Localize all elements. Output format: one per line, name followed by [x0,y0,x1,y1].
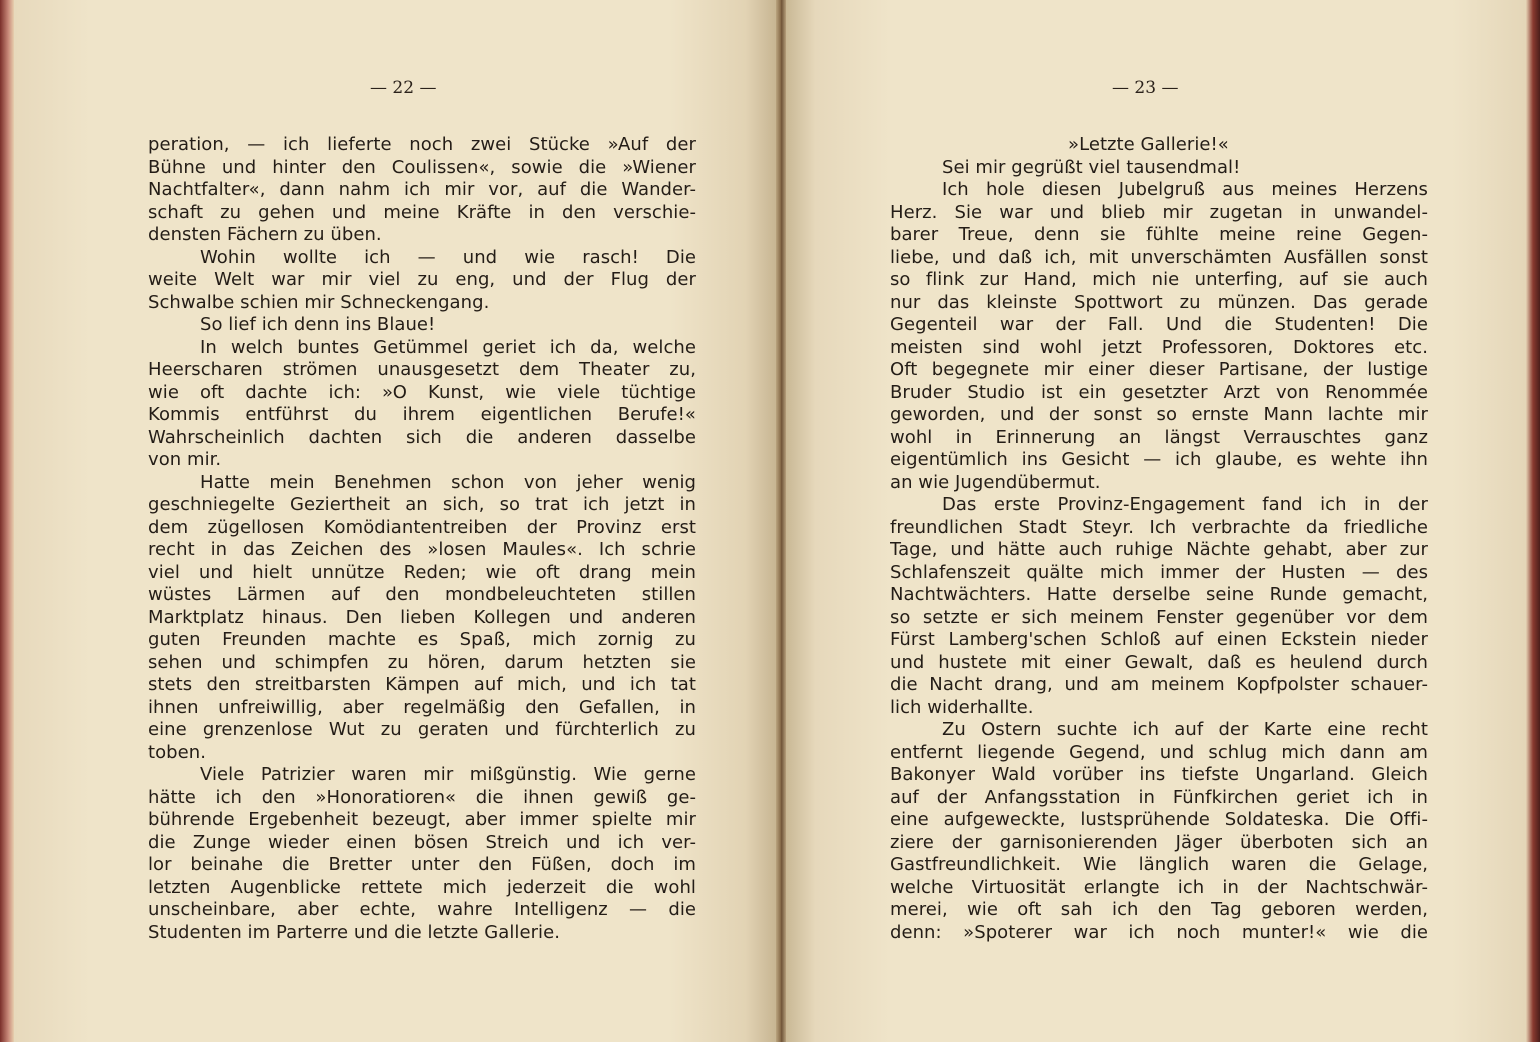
text-line: Gegenteil war der Fall. Und die Studenten! Die [890,314,1428,335]
text-line: Marktplatz hinaus. Den lieben Kollegen und anderen [148,606,696,628]
text-line: und hustete mit einer Gewalt, daß es heulend durch [890,651,1428,673]
right-page-number: — 23 — [1112,78,1179,98]
text-line: geschniegelte Geziertheit an sich, so trat ich jetzt in [148,494,696,515]
text-line: letzten Augenblicke rettete mich jederzeit die wohl [148,876,696,898]
text-line: Das erste Provinz-Engagement fand ich in der [942,494,1428,515]
text-line: entfernt liegende Gegend, und schlug mich dann am [890,741,1428,763]
text-line: Bakonyer Wald vorüber ins tiefste Ungarland. Gleich [890,764,1428,785]
text-line: Wahrscheinlich dachten sich die anderen dasselbe [148,426,696,448]
text-line: so flink zur Hand, mich nie unterfing, auf sie auch [890,269,1428,290]
text-line: toben. [148,741,207,763]
text-line: densten Fächern zu üben. [148,224,382,245]
text-line: stets den streitbarsten Kämpen auf mich, und ich tat [148,674,696,695]
text-line: sehen und schimpfen zu hören, darum hetzten sie [148,651,696,673]
text-line: barer Treue, denn sie fühlte meine reine Gegen- [890,224,1428,245]
right-page-text [890,134,1428,944]
text-line: ihnen unfreiwillig, aber regelmäßig den Gefallen, in [148,696,696,718]
text-line: So lief ich denn ins Blaue! [200,314,436,335]
text-line: Nachtwächters. Hatte derselbe seine Runde gemacht, [890,584,1428,605]
text-line: geworden, und der sonst so ernste Mann lachte mir [890,404,1428,425]
text-line: Schlafenszeit quälte mich immer der Husten — des [890,561,1428,583]
text-line: Schwalbe schien mir Schneckengang. [148,291,490,313]
text-line: dem zügellosen Komödiantentreiben der Provinz erst [148,516,696,538]
text-line: In welch buntes Getümmel geriet ich da, welche [200,336,696,358]
text-line: so setzte er sich meinem Fenster gegenüber vor dem [890,606,1428,628]
text-line: Studenten im Parterre und die letzte Gallerie. [148,921,560,943]
text-line: denn: »Spoterer war ich noch munter!« wie die [890,921,1428,943]
text-line: Heerscharen strömen unausgesetzt dem Theater zu, [148,359,696,380]
text-line: hätte ich den »Honoratioren« die ihnen gewiß ge- [148,786,696,808]
text-line: eine grenzenlose Wut zu geraten und fürchterlich zu [148,719,696,740]
text-line: an wie Jugendübermut. [890,471,1101,493]
text-line: Sei mir gegrüßt viel tausendmal! [942,156,1241,178]
text-line: wohl in Erinnerung an längst Verrauschtes ganz [890,426,1428,448]
text-line: merei, wie oft sah ich den Tag geboren werden, [890,899,1428,920]
text-line: die Nacht drang, und am meinem Kopfpolster schauer- [890,674,1428,695]
text-line: guten Freunden machte es Spaß, mich zornig zu [148,629,696,650]
text-line: Zu Ostern suchte ich auf der Karte eine recht [942,719,1428,740]
text-line: lich widerhallte. [890,696,1034,718]
text-line: welche Virtuosität erlangte ich in der Nachtschwär- [890,876,1428,898]
text-line: viel und hielt unnütze Reden; wie oft drang mein [148,561,696,583]
right-page [786,0,1526,1042]
text-line: Gastfreundlichkeit. Wie länglich waren die Gelage, [890,854,1428,875]
left-page-number: — 22 — [370,78,437,98]
text-line: eine aufgeweckte, lustsprühende Soldateska. Die Offi- [890,809,1428,830]
book-gutter [776,0,786,1042]
text-line: »Letzte Gallerie!« [1068,134,1229,155]
text-line: Bruder Studio ist ein gesetzter Arzt von Renommée [890,381,1428,403]
text-line: Kommis entführst du ihrem eigentlichen Berufe!« [148,404,696,425]
text-line: peration, — ich lieferte noch zwei Stücke »Auf der [148,134,696,155]
text-line: Oft begegnete mir einer dieser Partisane, der lustige [890,359,1428,380]
text-line: meisten sind wohl jetzt Professoren, Doktores etc. [890,336,1428,358]
text-line: freundlichen Stadt Steyr. Ich verbrachte da friedliche [890,516,1428,538]
text-line: weite Welt war mir viel zu eng, und der Flug der [148,269,696,290]
text-line: die Zunge wieder einen bösen Streich und ich ver- [148,831,696,853]
text-line: eigentümlich ins Gesicht — ich glaube, es wehte ihn [890,449,1428,470]
text-line: wüstes Lärmen auf den mondbeleuchteten stillen [148,584,696,605]
text-line: wie oft dachte ich: »O Kunst, wie viele tüchtige [148,381,696,403]
left-page-text [148,134,696,944]
text-line: lor beinahe die Bretter unter den Füßen, doch im [148,854,696,875]
text-line: liebe, und daß ich, mit unverschämten Ausfällen sonst [890,246,1428,268]
text-line: Fürst Lamberg'schen Schloß auf einen Eckstein nieder [890,629,1428,650]
text-line: Tage, und hätte auch ruhige Nächte gehabt, aber zur [890,539,1428,560]
text-line: auf der Anfangsstation in Fünfkirchen geriet ich in [890,786,1428,808]
right-book-edge [1526,0,1540,1042]
text-line: ziere der garnisonierenden Jäger überboten sich an [890,831,1428,853]
text-line: von mir. [148,449,222,470]
left-page [14,0,776,1042]
text-line: Viele Patrizier waren mir mißgünstig. Wie gerne [200,764,696,785]
text-line: Bühne und hinter den Coulissen«, sowie die »Wiener [148,156,696,178]
text-line: Hatte mein Benehmen schon von jeher wenig [200,471,696,493]
text-line: Nachtfalter«, dann nahm ich mir vor, auf die Wander- [148,179,696,200]
left-book-edge [0,0,14,1042]
text-line: schaft zu gehen und meine Kräfte in den verschie- [148,201,696,223]
text-line: Ich hole diesen Jubelgruß aus meines Herzens [942,179,1428,200]
text-line: recht in das Zeichen des »losen Maules«. Ich schrie [148,539,696,560]
text-line: Herz. Sie war und blieb mir zugetan in unwandel- [890,201,1428,223]
text-line: nur das kleinste Spottwort zu münzen. Das gerade [890,291,1428,313]
text-line: bührende Ergebenheit bezeugt, aber immer spielte mir [148,809,696,830]
text-line: Wohin wollte ich — und wie rasch! Die [200,246,696,268]
text-line: unscheinbare, aber echte, wahre Intelligenz — die [148,899,696,920]
